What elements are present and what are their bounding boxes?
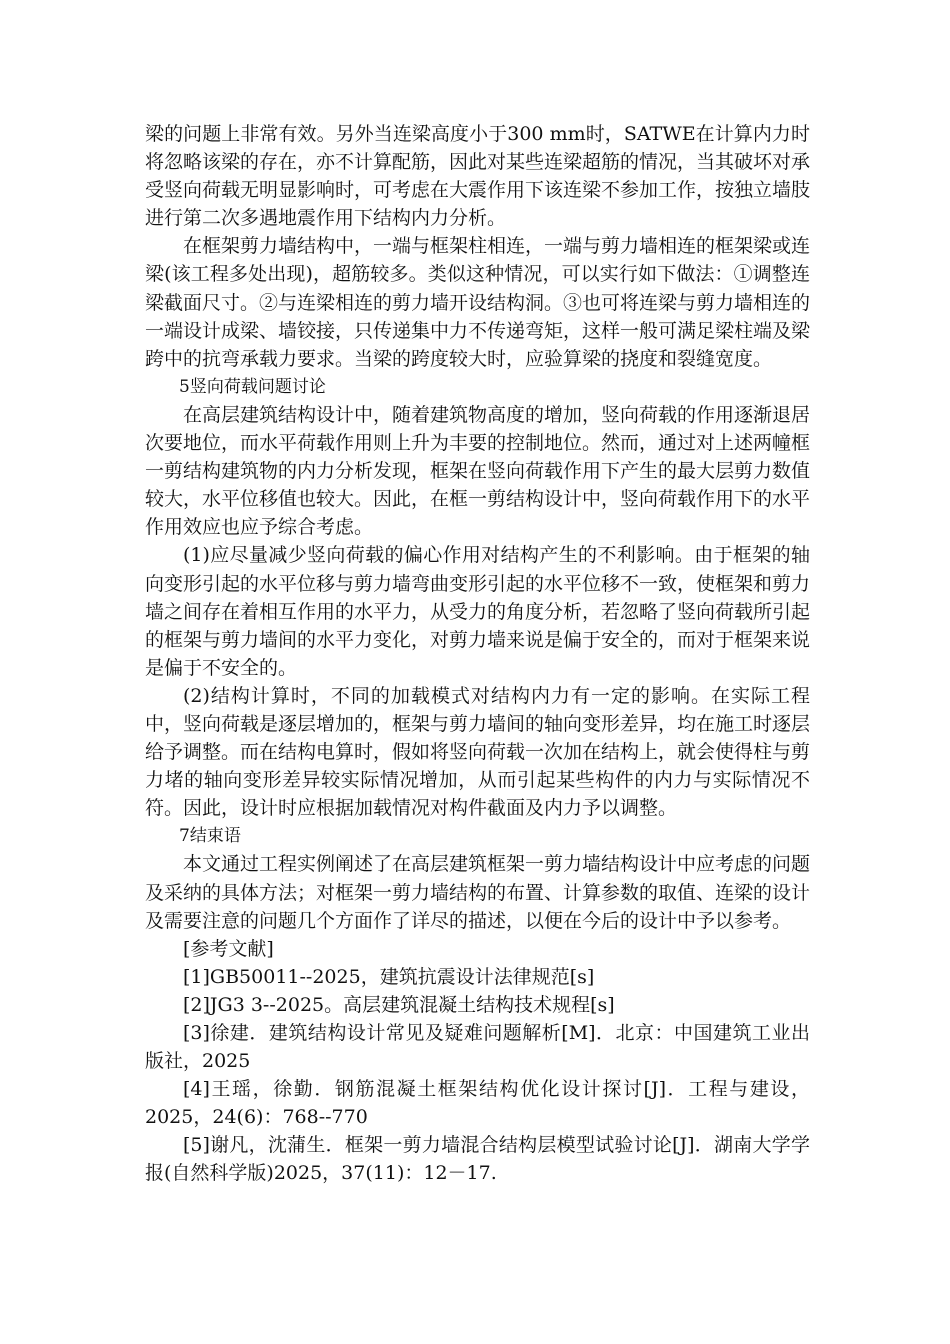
paragraph-conclusion: 本文通过工程实例阐述了在高层建筑框架一剪力墙结构设计中应考虑的问题及采纳的具体方法；对框架一剪力墙结构的布置、计算参数的取值、连梁的设计及需要注意的问题几个方面作了详尽的描述，以便在今后的设计中予以参考。: [145, 853, 811, 932]
paragraph-frame-shear-wall-beams: 在框架剪力墙结构中，一端与框架柱相连，一端与剪力墙相连的框架梁或连梁(该工程多处出现)，超筋较多。类似这种情况，可以实行如下做法：①调整连梁截面尺寸。②与连梁相连的剪力墙开设结构洞。③也可将连梁与剪力墙相连的一端设计成梁、墙铰接，只传递集中力不传递弯矩，这样一般可满足梁柱端及梁跨中的抗弯承载力要求。当梁的跨度较大时，应验算梁的挠度和裂缝宽度。: [145, 235, 811, 370]
paragraph-vertical-load-point-2: (2)结构计算时，不同的加载模式对结构内力有一定的影响。在实际工程中，竖向荷载是逐层增加的，框架与剪力墙间的轴向变形差异，均在施工时逐层给予调整。而在结构电算时，假如将竖向荷载一次加在结构上，就会使得柱与剪力堵的轴向变形差异较实际情况增加，从而引起某些构件的内力与实际情况不符。因此，设计时应根据加载情况对构件截面及内力予以调整。: [145, 684, 811, 820]
reference-item-4: [4]王瑶，徐勤．钢筋混凝土框架结构优化设计探讨[J]．工程与建设，2025，24(6)：768--770: [145, 1078, 810, 1129]
references-title: [参考文献]: [183, 937, 274, 960]
document-body: [145, 120, 810, 1188]
section-heading-conclusion: 7结束语: [179, 826, 241, 847]
section-heading-vertical-load: 5竖向荷载问题讨论: [179, 376, 326, 397]
paragraph-vertical-load-overview: 在高层建筑结构设计中，随着建筑物高度的增加，竖向荷载的作用逐渐退居次要地位，而水平荷载作用则上升为丰要的控制地位。然而，通过对上述两幢框一剪结构建筑物的内力分析发现，框架在竖向荷载作用下产生的最大层剪力数值较大，水平位移值也较大。因此，在框一剪结构设计中，竖向荷载作用下的水平作用效应也应予综合考虑。: [145, 403, 811, 539]
reference-item-2: [2]JG3 3--2025。高层建筑混凝土结构技术规程[s]: [183, 993, 615, 1016]
paragraph-coupling-beam-intro: 梁的问题上非常有效。另外当连梁高度小于300 mm时，SATWE在计算内力时将忽略该梁的存在，亦不计算配筋，因此对某些连梁超筋的情况，当其破坏对承受竖向荷载无明显影响时，可考虑在大震作用下该连梁不参加工作，按独立墙肢进行第二次多遇地震作用下结构内力分析。: [145, 123, 811, 230]
reference-item-3: [3]徐建．建筑结构设计常见及疑难问题解析[M]．北京：中国建筑工业出版社，2025: [145, 1022, 810, 1073]
reference-item-5: [5]谢凡，沈蒲生．框架一剪力墙混合结构层模型试验讨论[J]．湖南大学学报(自然科学版)2025，37(11)：12－17.: [145, 1134, 810, 1185]
paragraph-vertical-load-point-1: (1)应尽量减少竖向荷载的偏心作用对结构产生的不利影响。由于框架的轴向变形引起的水平位移与剪力墙弯曲变形引起的水平位移不一致，使框架和剪力墙之间存在着相互作用的水平力，从受力的角度分析，若忽略了竖向荷载所引起的框架与剪力墙间的水平力变化，对剪力墙来说是偏于安全的，而对于框架来说是偏于不安全的。: [145, 544, 811, 679]
reference-item-1: [1]GB50011--2025，建筑抗震设计法律规范[s]: [183, 965, 595, 988]
